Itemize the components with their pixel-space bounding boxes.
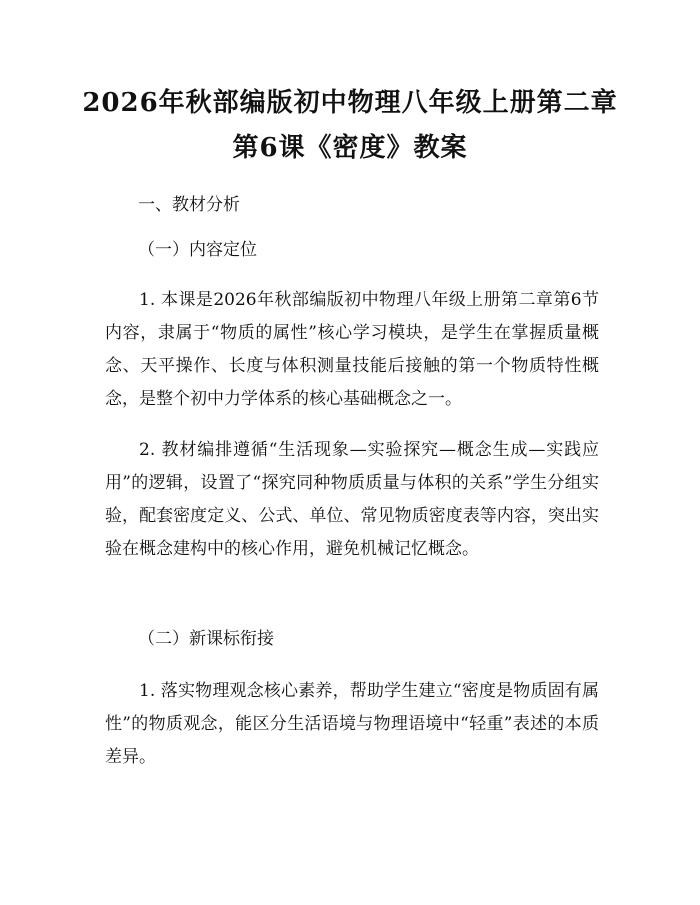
paragraph-curriculum-standards-1 xyxy=(105,675,599,774)
paragraph-text: 1. 本课是2026年秋部编版初中物理八年级上册第二章第6节内容，隶属于“物质的属性”核心学习模块，是学生在掌握质量概念、天平操作、长度与体积测量技能后接触的第一个物质特性概念，是整个初中力学体系的核心基础概念之一。 xyxy=(105,290,599,409)
subsection-heading-curriculum-standards: （二）新课标衔接 xyxy=(138,629,274,649)
paragraph-text: 1. 落实物理观念核心素养，帮助学生建立“密度是物质固有属性”的物质观念，能区分生活语境与物理语境中“轻重”表述的本质差异。 xyxy=(105,681,599,767)
paragraph-text: 2. 教材编排遵循“生活现象—实验探究—概念生成—实践应用”的逻辑，设置了“探究同种物质质量与体积的关系”学生分组实验，配套密度定义、公式、单位、常见物质密度表等内容，突出实验在概念建构中的核心作用，避免机械记忆概念。 xyxy=(105,440,599,559)
document-title-line-2: 第6课《密度》教案 xyxy=(232,133,468,163)
document-title-line-1: 2026年秋部编版初中物理八年级上册第二章 xyxy=(82,88,618,118)
section-heading-textbook-analysis: 一、教材分析 xyxy=(138,195,240,215)
subsection-heading-content-positioning: （一）内容定位 xyxy=(138,240,257,260)
paragraph-content-positioning-1 xyxy=(105,284,599,416)
paragraph-content-positioning-2 xyxy=(105,434,599,566)
